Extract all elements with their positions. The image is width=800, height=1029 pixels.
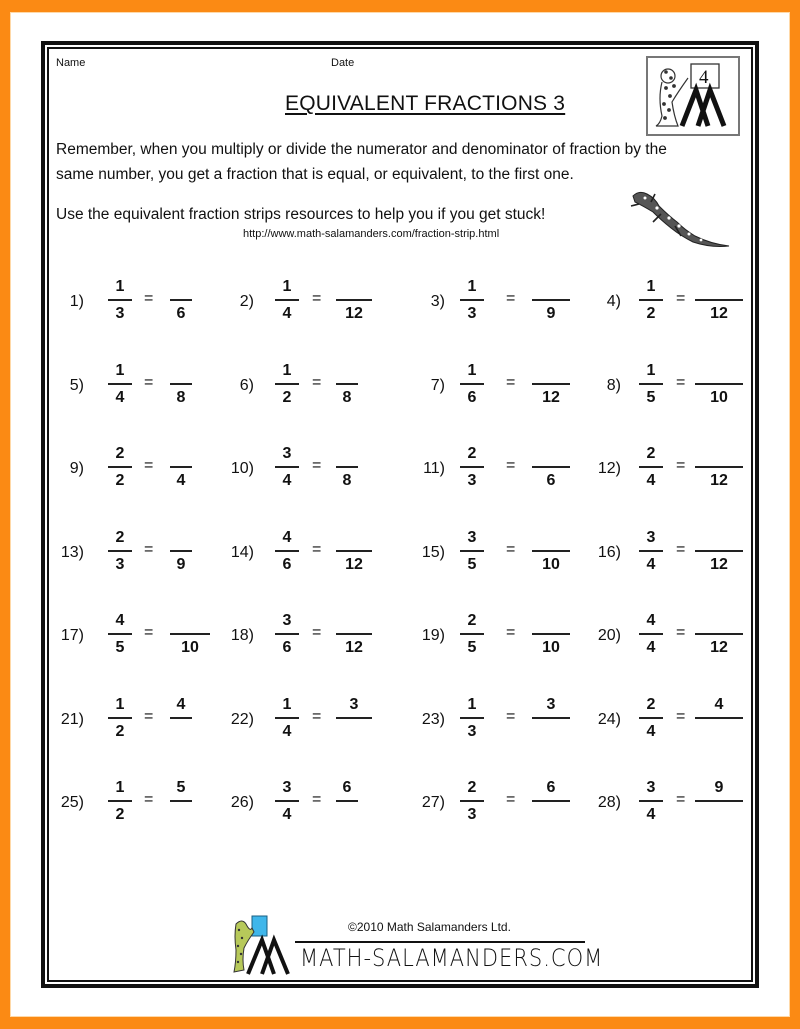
given-fraction: 3 6 bbox=[273, 610, 301, 658]
given-fraction: 2 3 bbox=[106, 527, 134, 575]
answer-fraction[interactable]: 6 bbox=[532, 777, 570, 825]
instruction-line-2: same number, you get a fraction that is equal, or equivalent, to the first one. bbox=[56, 166, 574, 183]
svg-text:4: 4 bbox=[699, 67, 709, 88]
question-number: 12) bbox=[597, 460, 621, 477]
question-number: 19) bbox=[421, 627, 445, 644]
equals-sign: = bbox=[144, 290, 154, 307]
answer-fraction[interactable]: 8 bbox=[170, 360, 192, 408]
equals-sign: = bbox=[312, 541, 322, 558]
footer-divider bbox=[295, 941, 585, 943]
salamander-icon bbox=[625, 188, 735, 252]
equals-sign: = bbox=[144, 624, 154, 641]
question-number: 1) bbox=[69, 293, 84, 310]
equals-sign: = bbox=[676, 541, 686, 558]
equals-sign: = bbox=[676, 374, 686, 391]
page-title: EQUIVALENT FRACTIONS 3 bbox=[285, 92, 566, 115]
answer-fraction[interactable]: 12 bbox=[336, 527, 372, 575]
instruction-line-1: Remember, when you multiply or divide the numerator and denominator of fraction by the bbox=[56, 141, 667, 158]
question-number: 13) bbox=[60, 544, 84, 561]
equals-sign: = bbox=[676, 708, 686, 725]
given-fraction: 1 3 bbox=[458, 694, 486, 742]
equals-sign: = bbox=[144, 541, 154, 558]
given-fraction: 4 5 bbox=[106, 610, 134, 658]
equals-sign: = bbox=[312, 791, 322, 808]
answer-fraction[interactable]: 6 bbox=[532, 443, 570, 491]
question-number: 8) bbox=[606, 377, 621, 394]
question-number: 27) bbox=[421, 794, 445, 811]
given-fraction: 3 4 bbox=[637, 777, 665, 825]
footer-salamander-logo-icon bbox=[230, 914, 300, 976]
date-label: Date bbox=[331, 57, 355, 69]
question-number: 24) bbox=[597, 711, 621, 728]
given-fraction: 3 4 bbox=[273, 443, 301, 491]
answer-fraction[interactable]: 8 bbox=[336, 360, 358, 408]
question-number: 6) bbox=[239, 377, 254, 394]
question-number: 28) bbox=[597, 794, 621, 811]
given-fraction: 2 2 bbox=[106, 443, 134, 491]
answer-fraction[interactable]: 3 bbox=[532, 694, 570, 742]
given-fraction: 1 4 bbox=[273, 694, 301, 742]
given-fraction: 1 4 bbox=[273, 276, 301, 324]
equals-sign: = bbox=[676, 457, 686, 474]
answer-fraction[interactable]: 3 bbox=[336, 694, 372, 742]
question-number: 3) bbox=[430, 293, 445, 310]
equals-sign: = bbox=[506, 374, 516, 391]
question-number: 22) bbox=[230, 711, 254, 728]
question-number: 16) bbox=[597, 544, 621, 561]
question-number: 20) bbox=[597, 627, 621, 644]
answer-fraction[interactable]: 9 bbox=[532, 276, 570, 324]
given-fraction: 1 2 bbox=[273, 360, 301, 408]
equals-sign: = bbox=[312, 624, 322, 641]
given-fraction: 1 2 bbox=[106, 694, 134, 742]
answer-fraction[interactable]: 10 bbox=[532, 610, 570, 658]
answer-fraction[interactable]: 12 bbox=[336, 276, 372, 324]
question-number: 4) bbox=[606, 293, 621, 310]
answer-fraction[interactable]: 12 bbox=[695, 527, 743, 575]
copyright-text: ©2010 Math Salamanders Ltd. bbox=[348, 920, 511, 934]
brand-wordmark: MATH-SALAMANDERS.COM bbox=[300, 944, 604, 972]
given-fraction: 4 6 bbox=[273, 527, 301, 575]
equals-sign: = bbox=[144, 374, 154, 391]
given-fraction: 1 3 bbox=[458, 276, 486, 324]
answer-fraction[interactable]: 5 bbox=[170, 777, 192, 825]
equals-sign: = bbox=[506, 541, 516, 558]
equals-sign: = bbox=[144, 708, 154, 725]
question-number: 2) bbox=[239, 293, 254, 310]
answer-fraction[interactable]: 4 bbox=[170, 443, 192, 491]
answer-fraction[interactable]: 9 bbox=[695, 777, 743, 825]
salamander-teacher-icon bbox=[648, 58, 738, 134]
given-fraction: 4 4 bbox=[637, 610, 665, 658]
equals-sign: = bbox=[676, 624, 686, 641]
given-fraction: 2 4 bbox=[637, 443, 665, 491]
equals-sign: = bbox=[312, 374, 322, 391]
question-number: 11) bbox=[423, 460, 445, 477]
answer-fraction[interactable]: 9 bbox=[170, 527, 192, 575]
question-number: 10) bbox=[230, 460, 254, 477]
fraction-strip-link[interactable]: http://www.math-salamanders.com/fraction-strip.html bbox=[243, 228, 500, 240]
answer-fraction[interactable]: 12 bbox=[336, 610, 372, 658]
given-fraction: 1 2 bbox=[637, 276, 665, 324]
answer-fraction[interactable]: 10 bbox=[170, 610, 210, 658]
given-fraction: 3 5 bbox=[458, 527, 486, 575]
grade-logo bbox=[646, 56, 740, 136]
answer-fraction[interactable]: 8 bbox=[336, 443, 358, 491]
given-fraction: 1 6 bbox=[458, 360, 486, 408]
question-number: 7) bbox=[430, 377, 445, 394]
question-number: 15) bbox=[421, 544, 445, 561]
question-number: 14) bbox=[230, 544, 254, 561]
given-fraction: 1 2 bbox=[106, 777, 134, 825]
equals-sign: = bbox=[676, 290, 686, 307]
question-number: 9) bbox=[69, 460, 84, 477]
given-fraction: 3 4 bbox=[273, 777, 301, 825]
answer-fraction[interactable]: 12 bbox=[695, 276, 743, 324]
equals-sign: = bbox=[506, 708, 516, 725]
question-number: 5) bbox=[69, 377, 84, 394]
equals-sign: = bbox=[312, 457, 322, 474]
answer-fraction[interactable]: 6 bbox=[336, 777, 358, 825]
equals-sign: = bbox=[506, 791, 516, 808]
given-fraction: 2 5 bbox=[458, 610, 486, 658]
given-fraction: 2 3 bbox=[458, 443, 486, 491]
given-fraction: 1 3 bbox=[106, 276, 134, 324]
given-fraction: 2 4 bbox=[637, 694, 665, 742]
answer-fraction[interactable]: 4 bbox=[695, 694, 743, 742]
equals-sign: = bbox=[312, 708, 322, 725]
question-number: 25) bbox=[60, 794, 84, 811]
equals-sign: = bbox=[312, 290, 322, 307]
answer-fraction[interactable]: 12 bbox=[695, 443, 743, 491]
instruction-line-3: Use the equivalent fraction strips resources to help you if you get stuck! bbox=[56, 206, 546, 223]
equals-sign: = bbox=[506, 290, 516, 307]
question-number: 21) bbox=[60, 711, 84, 728]
given-fraction: 1 4 bbox=[106, 360, 134, 408]
answer-fraction[interactable]: 10 bbox=[532, 527, 570, 575]
equals-sign: = bbox=[144, 791, 154, 808]
given-fraction: 3 4 bbox=[637, 527, 665, 575]
given-fraction: 1 5 bbox=[637, 360, 665, 408]
question-number: 26) bbox=[230, 794, 254, 811]
answer-fraction[interactable]: 4 bbox=[170, 694, 192, 742]
answer-fraction[interactable]: 12 bbox=[695, 610, 743, 658]
equals-sign: = bbox=[506, 624, 516, 641]
equals-sign: = bbox=[676, 791, 686, 808]
name-label: Name bbox=[56, 57, 86, 69]
answer-fraction[interactable]: 12 bbox=[532, 360, 570, 408]
answer-fraction[interactable]: 10 bbox=[695, 360, 743, 408]
given-fraction: 2 3 bbox=[458, 777, 486, 825]
equals-sign: = bbox=[506, 457, 516, 474]
question-number: 18) bbox=[230, 627, 254, 644]
answer-fraction[interactable]: 6 bbox=[170, 276, 192, 324]
equals-sign: = bbox=[144, 457, 154, 474]
question-number: 17) bbox=[60, 627, 84, 644]
question-number: 23) bbox=[421, 711, 445, 728]
